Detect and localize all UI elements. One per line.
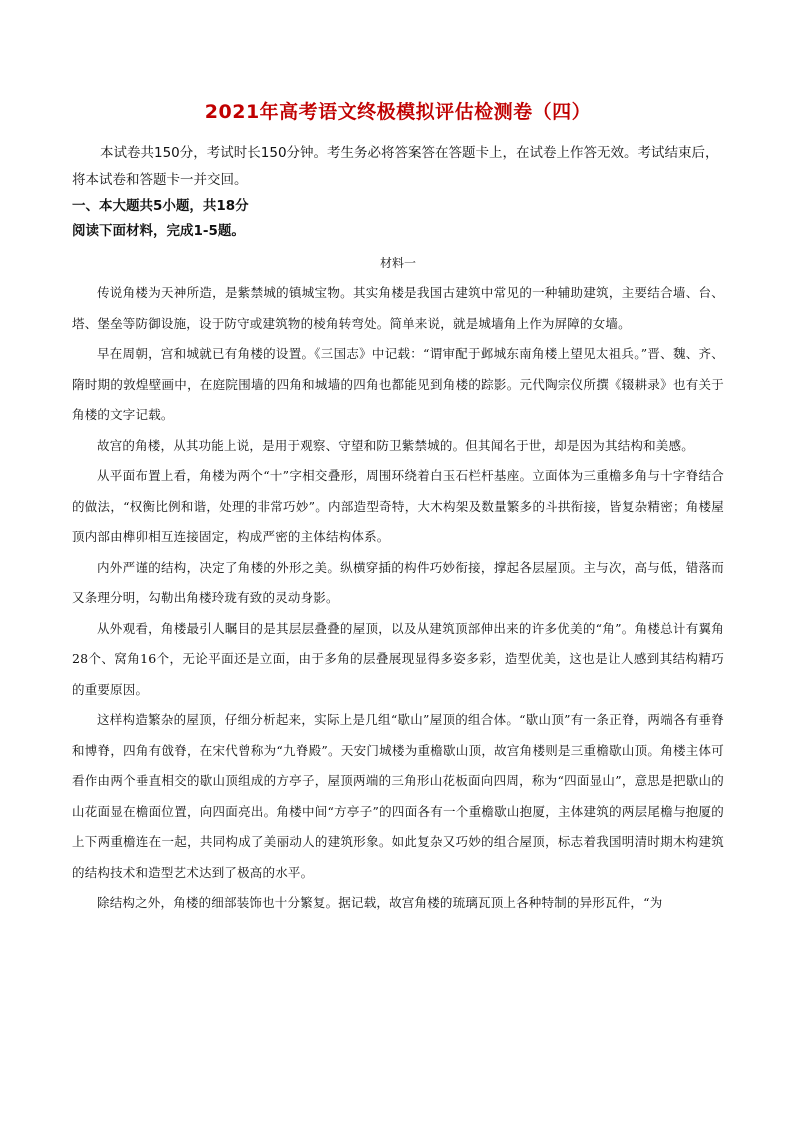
- exam-intro: 本试卷共150分，考试时长150分钟。考生务必将答案答在答题卡上，在试卷上作答无效。考试结束后，将本试卷和答题卡一并交回。: [72, 145, 719, 188]
- exam-title: 2021年高考语文终极模拟评估检测卷（四）: [204, 101, 592, 123]
- paragraph: 早在周朝，宫和城就已有角楼的设置。《三国志》中记载：“谓审配于邺城东南角楼上望见太祖兵。”晋、魏、齐、隋时期的敦煌壁画中，在庭院围墙的四角和城墙的四角也都能见到角楼的踪影。元代陶宗仪所撰《辍耕录》也有关于角楼的文字记载。: [72, 346, 724, 422]
- reading-instruction: 阅读下面材料，完成1-5题。: [72, 223, 245, 239]
- paragraph: 这样构造繁杂的屋顶，仔细分析起来，实际上是几组“歇山”屋顶的组合体。“歇山顶”有一条正脊，两端各有垂脊和博脊，四角有戗脊，在宋代曾称为“九脊殿”。天安门城楼为重檐歇山顶，故宫角楼则是三重檐歇山顶。角楼主体可看作由两个垂直相交的歇山顶组成的方亭子，屋顶两端的三角形山花板面向四周，称为“四面显山”，意思是把歇山的山花面显在檐面位置，向四面亮出。角楼中间“方亭子”的四面各有一个重檐歇山抱厦，主体建筑的两层尾檐与抱厦的上下两重檐连在一起，共同构成了美丽动人的建筑形象。如此复杂又巧妙的组合屋顶，标志着我国明清时期木构建筑的结构技术和造型艺术达到了极高的水平。: [72, 712, 724, 880]
- paragraph: 从外观看，角楼最引人瞩目的是其层层叠叠的屋顶，以及从建筑顶部伸出来的许多优美的“角”。角楼总计有翼角28个、窝角16个，无论平面还是立面，由于多角的层叠展现显得多姿多彩，造型优美，这也是让人感到其结构精巧的重要原因。: [72, 620, 724, 697]
- paragraph: 传说角楼为天神所造，是紫禁城的镇城宝物。其实角楼是我国古建筑中常见的一种辅助建筑，主要结合墙、台、塔、堡垒等防御设施，设于防守或建筑物的棱角转弯处。简单来说，就是城墙角上作为屏障的女墙。: [72, 285, 724, 331]
- paragraph: 内外严谨的结构，决定了角楼的外形之美。纵横穿插的构件巧妙衔接，撑起各层屋顶。主与次，高与低，错落而又条理分明，勾勒出角楼玲珑有致的灵动身影。: [72, 559, 724, 605]
- material-title: 材料一: [379, 256, 416, 270]
- exam-page: [72, 98, 724, 919]
- paragraph: 从平面布置上看，角楼为两个“十”字相交叠形，周围环绕着白玉石栏杆基座。立面体为三重檐多角与十字脊结合的做法，“权衡比例和谐，处理的非常巧妙”。内部造型奇特，大木构架及数量繁多的斗拱衔接，皆复杂精密；角楼屋顶内部由榫卯相互连接固定，构成严密的主体结构体系。: [72, 468, 724, 544]
- section-heading: 一、本大题共5小题，共18分: [72, 198, 249, 214]
- paragraph: 故宫的角楼，从其功能上说，是用于观察、守望和防卫紫禁城的。但其闻名于世，却是因为其结构和美感。: [97, 437, 694, 453]
- material-body: [72, 278, 724, 919]
- paragraph: 除结构之外，角楼的细部装饰也十分繁复。据记载，故宫角楼的琉璃瓦顶上各种特制的异形瓦件，“为: [97, 895, 663, 910]
